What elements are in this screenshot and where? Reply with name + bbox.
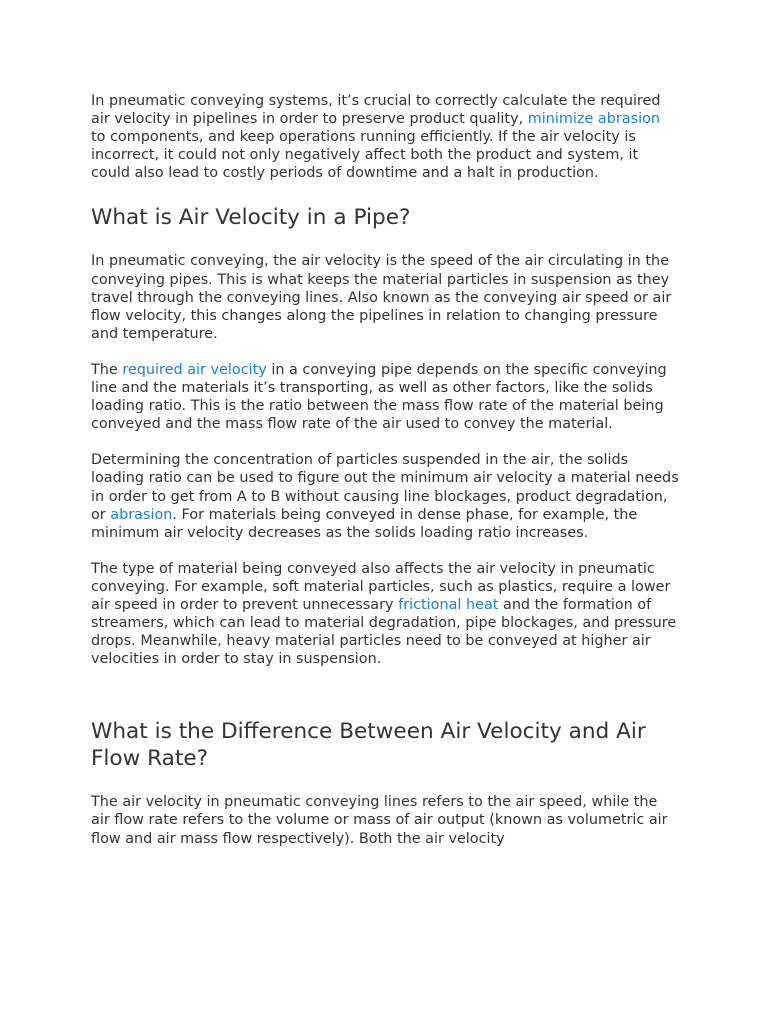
- heading-velocity-vs-flow-rate: What is the Difference Between Air Velocity and Air Flow Rate?: [91, 719, 646, 772]
- para3-text-start: The: [91, 361, 123, 378]
- required-air-velocity-paragraph: [91, 361, 679, 433]
- para5-text-end: and the formation of streamers, which can lead to material degradation, pipe blockages, and pressure drops. Meanwhile, heavy material particles need to be conveyed at higher air velocities in order to stay in suspension.: [91, 596, 677, 668]
- abrasion-link[interactable]: abrasion: [110, 506, 173, 523]
- intro-paragraph: [91, 92, 679, 182]
- article-body: [91, 92, 679, 848]
- velocity-vs-flow-rate-paragraph: The air velocity in pneumatic conveying lines refers to the air speed, while the air flow rate refers to the volume or mass of air output (known as volumetric air flow and air mass flow respectively). Both the air velocity: [91, 794, 668, 847]
- minimize-abrasion-link[interactable]: minimize abrasion: [527, 111, 660, 128]
- para3-text-end: in a conveying pipe depends on the specific conveying line and the materials it’s transporting, as well as other factors, like the solids loading ratio. This is the ratio between the mass flow rate of the material being conveyed and the mass flow rate of the air used to convey the material.: [91, 361, 667, 433]
- required-air-velocity-link[interactable]: required air velocity: [122, 361, 267, 378]
- intro-text-start: In pneumatic conveying systems, it’s crucial to correctly calculate the required air velocity in pipelines in order to preserve product quality,: [91, 93, 661, 128]
- air-velocity-definition-paragraph: In pneumatic conveying, the air velocity is the speed of the air circulating in the conveying pipes. This is what keeps the material particles in suspension as they travel through the conveying lines. Also known as the conveying air speed or air flow velocity, this changes along the pipelines in relation to changing pressure and temperature.: [91, 253, 672, 342]
- para4-text-start: Determining the concentration of particles suspended in the air, the solids loading ratio can be used to figure out the minimum air velocity a material needs in order to get from A to B without causing line blockages, product degradation, or: [91, 452, 679, 523]
- intro-text-end: to components, and keep operations running efficiently. If the air velocity is incorrect, it could not only negatively affect both the product and system, it could also lead to costly periods of downtime and a halt in production.: [91, 129, 639, 182]
- heading-air-velocity-in-pipe: What is Air Velocity in a Pipe?: [91, 205, 411, 231]
- frictional-heat-link[interactable]: frictional heat: [398, 596, 499, 613]
- solids-loading-ratio-paragraph: [91, 451, 679, 541]
- para5-text-start: The type of material being conveyed also affects the air velocity in pneumatic conveying. For example, soft material particles, such as plastics, require a lower air speed in order to prevent unnecessary: [91, 560, 671, 613]
- para4-text-end: . For materials being conveyed in dense phase, for example, the minimum air velocity decreases as the solids loading ratio increases.: [91, 506, 638, 541]
- material-type-paragraph: [91, 560, 679, 669]
